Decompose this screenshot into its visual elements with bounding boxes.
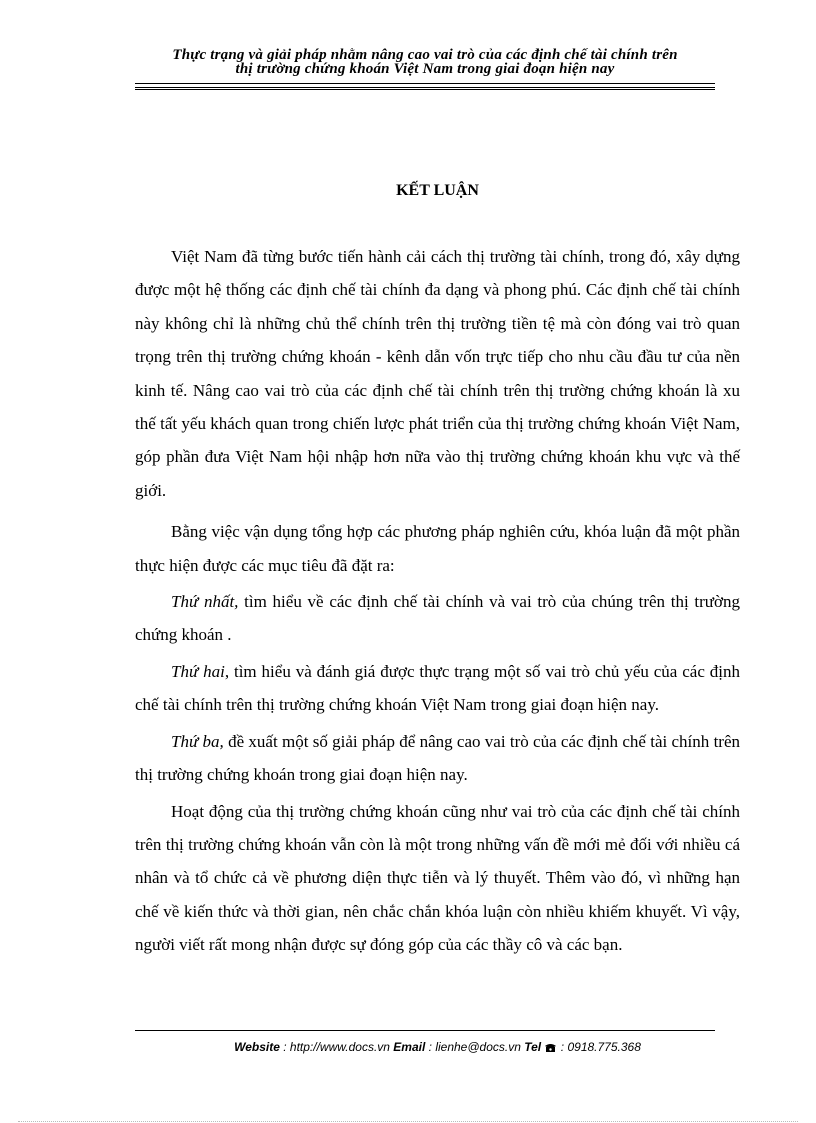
third-goal-lead: Thứ ba,	[171, 731, 224, 751]
paragraph-second-goal	[135, 655, 740, 722]
paragraph-methods: Bằng việc vận dụng tổng hợp các phương pháp nghiên cứu, khóa luận đã một phần thực hiện được các mục tiêu đã đặt ra:	[135, 522, 740, 575]
header-line-1: Thực trạng và giải pháp nhằm nâng cao vai trò của các định chế tài chính trên	[172, 47, 678, 63]
third-goal-text: đề xuất một số giải pháp để nâng cao vai trò của các định chế tài chính trên thị trường chứng khoán trong giai đoạn hiện nay.	[135, 731, 740, 785]
document-body	[135, 240, 740, 962]
second-goal-lead: Thứ hai	[171, 661, 225, 681]
header-rule-middle	[135, 87, 715, 88]
header-rule-bottom	[135, 89, 715, 90]
page-footer	[135, 1040, 740, 1054]
second-goal-text: , tìm hiểu và đánh giá được thực trạng một số vai trò chủ yếu của các định chế tài chính trên thị trường chứng khoán Việt Nam trong giai đoạn hiện nay.	[135, 661, 740, 715]
phone-number: : 0918.775.368	[557, 1040, 641, 1054]
page-edge-line	[18, 1121, 798, 1122]
email-address[interactable]: : lienhe@docs.vn	[425, 1040, 525, 1054]
paragraph-intro: Việt Nam đã từng bước tiến hành cải cách thị trường tài chính, trong đó, xây dựng được một hệ thống các định chế tài chính đa dạng và phong phú. Các định chế tài chính này không chỉ là những chủ thể chính trên thị trường tiền tệ mà còn đóng vai trò quan trọng trên thị trường chứng khoán - kênh dẫn vốn trực tiếp cho nhu cầu đầu tư của nền kinh tế. Nâng cao vai trò của các định chế tài chính trên thị trường chứng khoán là xu thế tất yếu khách quan trong chiến lược phát triển của thị trường chứng khoán Việt Nam, góp phần đưa Việt Nam hội nhập hơn nữa vào thị trường chứng khoán khu vực và thế giới.	[135, 247, 740, 500]
footer-rule	[135, 1030, 715, 1031]
header-line-2: thị trường chứng khoán Việt Nam trong giai đoạn hiện nay	[235, 61, 615, 77]
website-url[interactable]: : http://www.docs.vn	[279, 1040, 394, 1054]
paragraph-first-goal	[135, 585, 740, 652]
header-rule-top	[135, 83, 715, 84]
telephone-icon	[545, 1043, 556, 1052]
tel-label: Tel	[524, 1040, 542, 1054]
page-title: KẾT LUẬN	[396, 182, 479, 199]
website-label: Website	[234, 1040, 280, 1054]
paragraph-third-goal	[135, 725, 740, 792]
running-header	[135, 48, 715, 76]
paragraph-closing: Hoạt động của thị trường chứng khoán cũng như vai trò của các định chế tài chính trên thị trường chứng khoán vẫn còn là một trong những vấn đề mới mẻ đối với nhiều cá nhân và tổ chức cả về phương diện thực tiễn và lý thuyết. Thêm vào đó, vì những hạn chế về kiến thức và thời gian, nên chắc chắn khóa luận còn nhiều khiếm khuyết. Vì vậy, người viết rất mong nhận được sự đóng góp của các thầy cô và các bạn.	[135, 801, 740, 955]
email-label: Email	[393, 1040, 426, 1054]
first-goal-lead: Thứ nhất,	[171, 592, 239, 612]
first-goal-text: tìm hiểu về các định chế tài chính và vai trò của chúng trên thị trường chứng khoán .	[135, 592, 741, 645]
